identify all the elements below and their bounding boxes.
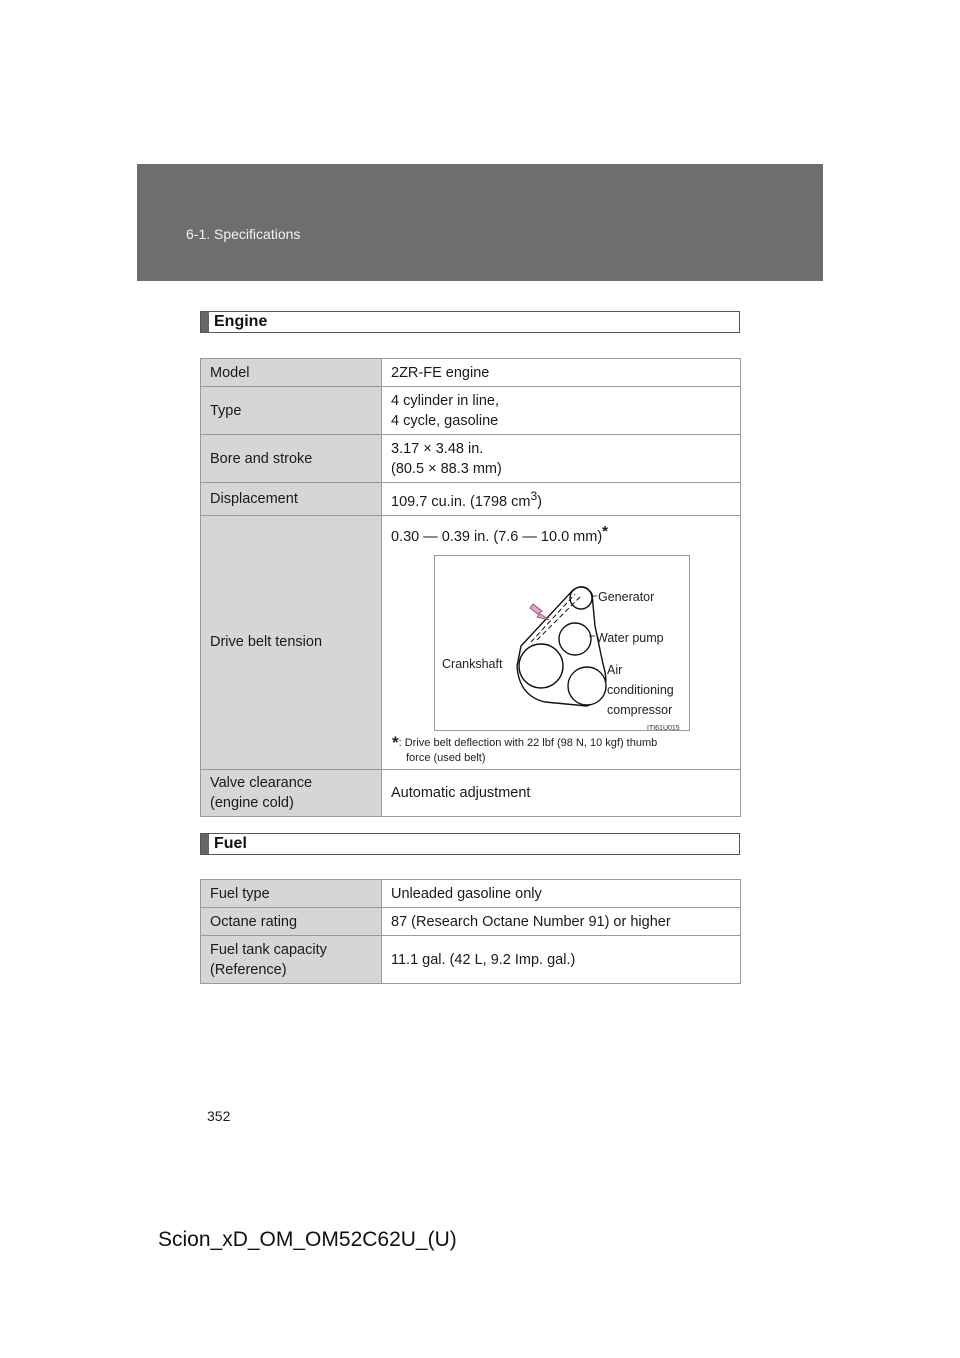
row-value: 87 (Research Octane Number 91) or higher bbox=[382, 908, 741, 936]
label-ac-line2: conditioning bbox=[607, 682, 674, 697]
key-line: Fuel tank capacity bbox=[210, 941, 327, 958]
table-row bbox=[201, 936, 741, 984]
fuel-spec-table bbox=[200, 879, 741, 984]
row-value: Unleaded gasoline only bbox=[382, 880, 741, 908]
footnote-star: * bbox=[602, 522, 608, 540]
value-text: 109.7 cu.in. (1798 cm bbox=[391, 493, 531, 510]
value-text: ) bbox=[537, 493, 543, 510]
fuel-section-header bbox=[200, 833, 740, 855]
row-key: Drive belt tension bbox=[201, 515, 382, 769]
label-crankshaft: Crankshaft bbox=[442, 656, 503, 671]
header-band bbox=[137, 164, 823, 281]
row-key: Type bbox=[201, 387, 382, 435]
label-water-pump: Water pump bbox=[596, 630, 664, 645]
water-pump-pulley bbox=[559, 623, 591, 655]
row-value: 11.1 gal. (42 L, 9.2 Imp. gal.) bbox=[382, 936, 741, 984]
table-row bbox=[201, 908, 741, 936]
row-value bbox=[382, 483, 741, 516]
table-row bbox=[201, 769, 741, 816]
table-row bbox=[201, 880, 741, 908]
table-row bbox=[201, 515, 741, 769]
engine-spec-table bbox=[200, 358, 741, 817]
value-line: 3.17 × 3.48 in. bbox=[391, 440, 484, 457]
breadcrumb: 6-1. Specifications bbox=[186, 226, 301, 242]
label-generator: Generator bbox=[598, 589, 655, 604]
figure-code: ITI61U015 bbox=[647, 724, 680, 732]
value-text: 0.30 — 0.39 in. (7.6 — 10.0 mm) bbox=[391, 528, 603, 545]
key-line: (Reference) bbox=[210, 961, 287, 978]
footer-document-code: Scion_xD_OM_OM52C62U_(U) bbox=[158, 1228, 457, 1251]
value-line: (80.5 × 88.3 mm) bbox=[391, 460, 502, 477]
row-value bbox=[382, 387, 741, 435]
table-row bbox=[201, 387, 741, 435]
engine-section-header bbox=[200, 311, 740, 333]
superscript: 3 bbox=[530, 489, 538, 503]
label-ac-line1: Air bbox=[607, 662, 623, 677]
engine-section-title: Engine bbox=[214, 313, 268, 330]
footnote-line: force (used belt) bbox=[406, 751, 486, 764]
arrow-icon bbox=[530, 604, 549, 620]
row-value: Automatic adjustment bbox=[382, 769, 741, 816]
footnote-star: * bbox=[392, 732, 399, 752]
ac-compressor-pulley bbox=[568, 667, 606, 705]
key-line: (engine cold) bbox=[210, 794, 294, 811]
generator-pulley bbox=[570, 587, 592, 609]
value-line: 4 cylinder in line, bbox=[391, 392, 499, 409]
row-key: Displacement bbox=[201, 483, 382, 516]
table-row bbox=[201, 483, 741, 516]
row-key bbox=[201, 769, 382, 816]
section-marker bbox=[201, 312, 209, 332]
table-row bbox=[201, 359, 741, 387]
section-marker bbox=[201, 834, 209, 854]
value-line: 4 cycle, gasoline bbox=[391, 412, 499, 429]
label-ac-line3: compressor bbox=[607, 702, 673, 717]
fuel-section-title: Fuel bbox=[214, 835, 247, 852]
row-key: Fuel type bbox=[201, 880, 382, 908]
crankshaft-pulley bbox=[519, 644, 563, 688]
page-number: 352 bbox=[207, 1108, 231, 1124]
footnote bbox=[391, 732, 731, 766]
drive-belt-diagram bbox=[434, 555, 690, 731]
row-value: 2ZR-FE engine bbox=[382, 359, 741, 387]
key-line: Valve clearance bbox=[210, 774, 313, 791]
row-key: Model bbox=[201, 359, 382, 387]
row-value bbox=[382, 435, 741, 483]
row-key: Bore and stroke bbox=[201, 435, 382, 483]
footnote-line: : Drive belt deflection with 22 lbf (98 N, 10 kgf) thumb bbox=[398, 736, 658, 749]
table-row bbox=[201, 435, 741, 483]
row-value bbox=[382, 515, 741, 769]
row-key: Octane rating bbox=[201, 908, 382, 936]
row-key bbox=[201, 936, 382, 984]
